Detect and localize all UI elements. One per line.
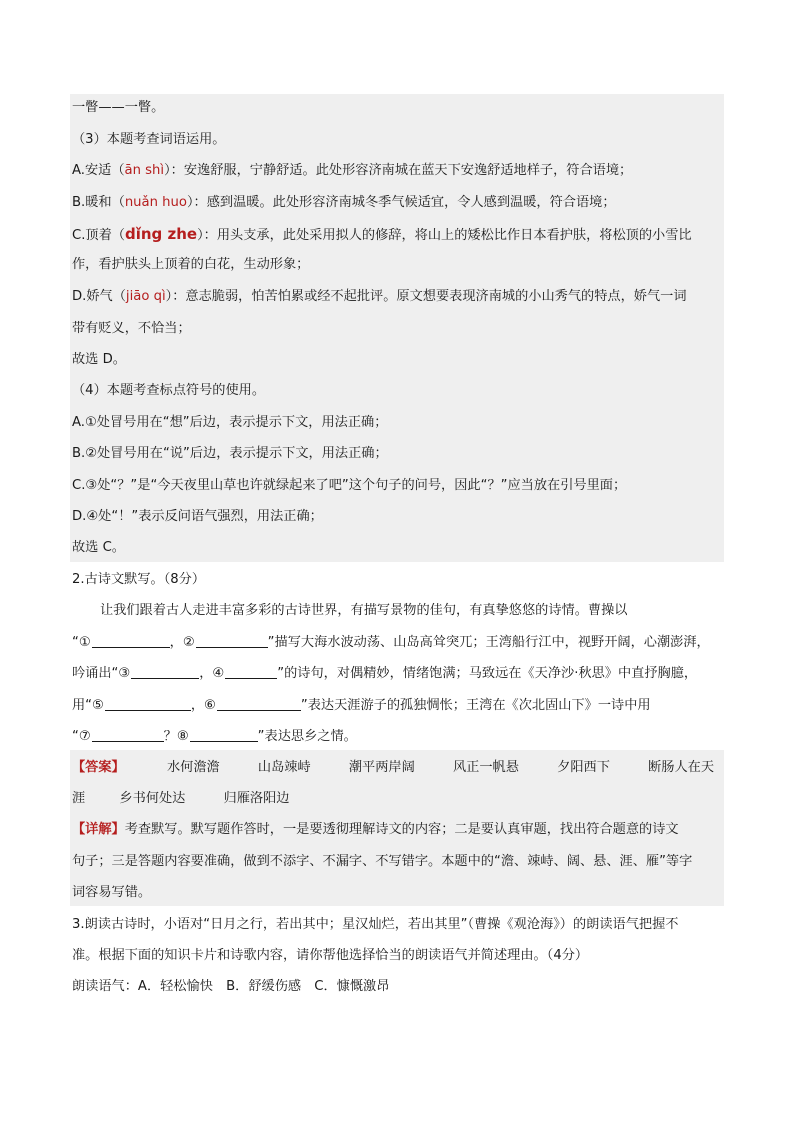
answer-item: 潮平两岸阔 [348,760,415,775]
answer-blank-1[interactable] [92,633,170,648]
answer-item: 归雁洛阳边 [223,791,290,806]
question-text: 吟诵出“③ ，④ ”的诗句，对偶精妙，情绪饱满；马致远在《天净沙·秋思》中直抒胸臆， [72,666,698,681]
option-text: ）：安逸舒服，宁静舒适。此处形容济南城在蓝天下安逸舒适地样子，符合语境； [164,163,633,178]
text-line: （4）本题考查标点符号的使用。 [72,383,266,398]
option-line [72,224,692,246]
answer-item: 断肠人在天 [648,760,715,775]
question-title: 2.古诗文默写。（8分） [72,572,206,587]
option-prefix: A.安适（ [72,163,125,178]
option-line [72,287,687,307]
detail-line: 句子；三是答题内容要准确，做到不添字、不漏字、不写错字。本题中的“澹、竦峙、阔、悬、涯、雁”等字 [72,854,693,869]
option-line [72,161,632,181]
text-line: 故选 D。 [72,352,126,367]
option-line [72,193,616,213]
text-line: A.①处冒号用在“想”后边，表示提示下文，用法正确； [72,415,388,430]
option-text: ）：用头支承，此处采用拟人的修辞，将山上的矮松比作日本看护肤，将松顶的小雪比 [197,228,692,243]
text-line: 作，看护肤头上顶着的白花，生动形象； [72,257,310,272]
answer-blank-4[interactable] [225,664,277,679]
detail-line: 【详解】考查默写。默写题作答时，一是要透彻理解诗文的内容；二是要认真审题，找出符合题意的诗文 [72,822,679,837]
answer-line [72,758,714,778]
answer-blank-8[interactable] [190,727,258,742]
option-prefix: B.暖和（ [72,195,125,210]
option-prefix: D.娇气（ [72,289,126,304]
text-line: D.④处“！”表示反问语气强烈，用法正确； [72,509,323,524]
answer-item: 夕阳西下 [557,760,610,775]
answer-item: 涯 [72,791,86,806]
answer-blank-5[interactable] [105,696,191,711]
question-text: 让我们跟着古人走进丰富多彩的古诗世界，有描写景物的佳句，有真挚悠悠的诗情。曹操以 [100,603,628,618]
question-title: 3.朗读古诗时，小语对“日月之行，若出其中；星汉灿烂，若出其里”（曹操《观沧海》）的朗读语气把握不 [72,917,679,932]
pinyin-text: ān shì [124,163,165,178]
text-line: 故选 C。 [72,540,125,555]
answer-blank-7[interactable] [92,727,164,742]
option-prefix: C.顶着（ [72,228,125,243]
text-line: B.②处冒号用在“说”后边，表示提示下文，用法正确； [72,446,388,461]
text-line: C.③处“？”是“今天夜里山草也许就绿起来了吧”这个句子的问号，因此“？”应当放在引号里面； [72,478,627,493]
answer-item: 乡书何处达 [119,791,186,806]
answer-item: 风正一帆悬 [453,760,519,775]
answer-item: 山岛竦峙 [257,760,311,775]
pinyin-text: jiāo qì [125,289,166,304]
question-options: 朗读语气：A．轻松愉快 B．舒缓伤感 C．慷慨激昂 [72,979,390,994]
question-text: 准。根据下面的知识卡片和诗歌内容，请你帮他选择恰当的朗读语气并简述理由。（4分） [72,948,589,963]
text-line: （3）本题考查词语运用。 [72,132,226,147]
answer-item: 水何澹澹 [166,760,220,775]
pinyin-text: dǐng zhe [124,225,198,243]
answer-blank-6[interactable] [217,696,301,711]
answer-blank-3[interactable] [131,664,199,679]
option-text: ）：意志脆弱，怕苦怕累或经不起批评。原文想要表现济南城的小山秀气的特点，娇气一词 [165,289,687,304]
answer-blank-2[interactable] [196,633,268,648]
question-text: “① ，② ”描写大海水波动荡、山岛高耸突兀；王湾船行江中，视野开阔，心潮澎湃， [72,635,710,650]
pinyin-text: nuǎn huo [124,195,187,210]
question-text: “⑦ ？⑧ ”表达思乡之情。 [72,729,357,744]
text-line: 带有贬义，不恰当； [72,321,191,336]
answer-label: 【答案】 [72,760,125,775]
question-text: 用“⑤ ，⑥ ”表达天涯游子的孤独惆怅；王湾在《次北固山下》一诗中用 [72,698,651,713]
text-line: 一瞥——一瞥。 [72,100,165,115]
answer-line [72,789,289,809]
detail-label: 【详解】 [72,822,125,837]
detail-line: 词容易写错。 [72,885,152,900]
option-text: ）：感到温暖。此处形容济南城冬季气候适宜，令人感到温暖，符合语境； [186,195,616,210]
